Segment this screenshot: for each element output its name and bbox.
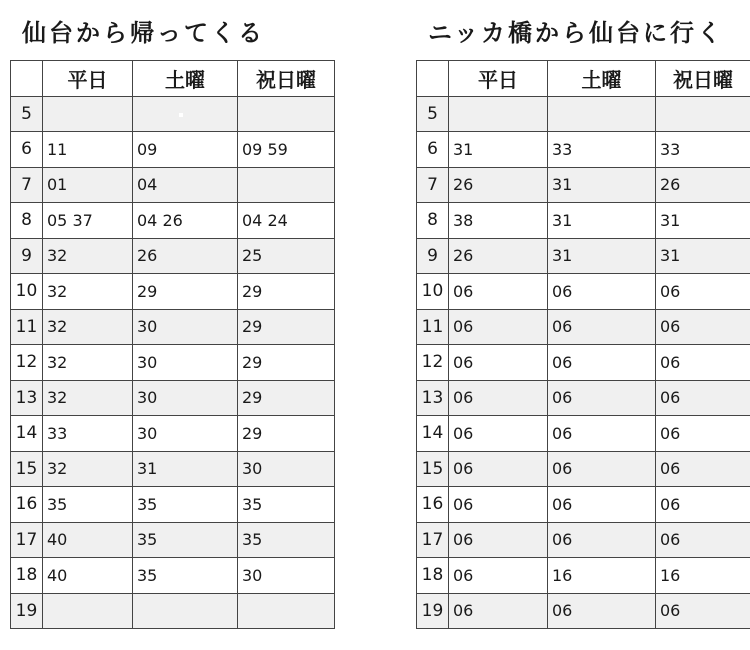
table-row — [11, 274, 335, 310]
hour-cell: 18 — [417, 558, 449, 594]
saturday-cell — [133, 96, 238, 132]
holiday-cell: 06 — [656, 487, 750, 523]
timetable-body — [417, 96, 750, 629]
hour-cell: 13 — [11, 380, 43, 416]
saturday-cell: 29 — [133, 274, 238, 310]
weekday-cell: 40 — [43, 558, 133, 594]
holiday-cell: 25 — [238, 238, 335, 274]
holiday-cell: 06 — [656, 345, 750, 381]
table-row — [417, 558, 750, 594]
weekday-cell: 06 — [449, 487, 548, 523]
holiday-cell: 06 — [656, 416, 750, 452]
saturday-cell: 31 — [133, 451, 238, 487]
weekday-cell: 01 — [43, 167, 133, 203]
weekday-cell: 26 — [449, 238, 548, 274]
table-row — [11, 132, 335, 168]
hour-cell: 9 — [417, 238, 449, 274]
table-row — [11, 345, 335, 381]
table-row — [11, 416, 335, 452]
speck-mark — [179, 113, 183, 117]
saturday-cell: 35 — [133, 522, 238, 558]
table-row — [417, 132, 750, 168]
holiday-cell: 16 — [656, 558, 750, 594]
saturday-cell: 31 — [548, 167, 656, 203]
saturday-cell: 04 26 — [133, 203, 238, 239]
holiday-column-header: 祝日曜 — [656, 61, 750, 97]
table-row — [417, 274, 750, 310]
header-row — [417, 61, 750, 97]
table-row — [11, 167, 335, 203]
holiday-cell — [238, 593, 335, 629]
weekday-cell: 33 — [43, 416, 133, 452]
saturday-cell: 06 — [548, 416, 656, 452]
saturday-cell: 26 — [133, 238, 238, 274]
saturday-cell: 06 — [548, 309, 656, 345]
hour-cell: 15 — [417, 451, 449, 487]
weekday-cell: 38 — [449, 203, 548, 239]
table-title: 仙台から帰ってくる — [22, 19, 265, 47]
weekday-cell: 06 — [449, 558, 548, 594]
holiday-cell: 06 — [656, 309, 750, 345]
hour-cell: 7 — [11, 167, 43, 203]
holiday-cell: 29 — [238, 345, 335, 381]
table-row — [417, 451, 750, 487]
weekday-cell — [43, 96, 133, 132]
holiday-cell — [238, 96, 335, 132]
holiday-cell: 06 — [656, 451, 750, 487]
hour-cell: 15 — [11, 451, 43, 487]
saturday-cell: 04 — [133, 167, 238, 203]
timetable — [10, 60, 335, 629]
saturday-cell: 16 — [548, 558, 656, 594]
saturday-cell: 30 — [133, 345, 238, 381]
table-row — [11, 487, 335, 523]
table-row — [11, 96, 335, 132]
table-row — [417, 96, 750, 132]
table-row — [417, 380, 750, 416]
saturday-cell: 31 — [548, 238, 656, 274]
table-row — [11, 593, 335, 629]
hour-cell: 5 — [11, 96, 43, 132]
saturday-cell: 06 — [548, 487, 656, 523]
timetable-body — [11, 96, 335, 629]
hour-cell: 16 — [11, 487, 43, 523]
saturday-cell: 09 — [133, 132, 238, 168]
table-row — [417, 487, 750, 523]
holiday-cell — [238, 167, 335, 203]
hour-cell: 11 — [11, 309, 43, 345]
hour-cell: 14 — [417, 416, 449, 452]
weekday-cell: 32 — [43, 274, 133, 310]
hour-cell: 6 — [11, 132, 43, 168]
holiday-cell: 29 — [238, 380, 335, 416]
saturday-cell: 35 — [133, 558, 238, 594]
holiday-cell: 29 — [238, 274, 335, 310]
hour-cell: 12 — [417, 345, 449, 381]
holiday-cell: 30 — [238, 451, 335, 487]
weekday-cell: 06 — [449, 309, 548, 345]
holiday-cell: 33 — [656, 132, 750, 168]
saturday-cell: 33 — [548, 132, 656, 168]
hour-cell: 7 — [417, 167, 449, 203]
saturday-column-header: 土曜 — [548, 61, 656, 97]
saturday-cell: 06 — [548, 380, 656, 416]
hour-column-header — [11, 61, 43, 97]
weekday-cell — [43, 593, 133, 629]
holiday-cell: 29 — [238, 309, 335, 345]
saturday-cell: 35 — [133, 487, 238, 523]
weekday-cell: 06 — [449, 451, 548, 487]
weekday-cell: 26 — [449, 167, 548, 203]
hour-cell: 9 — [11, 238, 43, 274]
holiday-cell: 09 59 — [238, 132, 335, 168]
hour-cell: 13 — [417, 380, 449, 416]
holiday-cell: 06 — [656, 274, 750, 310]
holiday-cell: 31 — [656, 203, 750, 239]
table-row — [417, 345, 750, 381]
table-row — [11, 558, 335, 594]
saturday-cell: 06 — [548, 522, 656, 558]
table-row — [417, 593, 750, 629]
holiday-cell: 31 — [656, 238, 750, 274]
saturday-cell — [133, 593, 238, 629]
saturday-cell: 31 — [548, 203, 656, 239]
weekday-cell: 32 — [43, 380, 133, 416]
hour-cell: 11 — [417, 309, 449, 345]
saturday-cell: 06 — [548, 451, 656, 487]
weekday-column-header: 平日 — [449, 61, 548, 97]
weekday-cell: 40 — [43, 522, 133, 558]
weekday-column-header: 平日 — [43, 61, 133, 97]
hour-cell: 17 — [417, 522, 449, 558]
holiday-cell: 35 — [238, 522, 335, 558]
holiday-cell: 30 — [238, 558, 335, 594]
table-row — [11, 380, 335, 416]
holiday-cell: 26 — [656, 167, 750, 203]
weekday-cell: 06 — [449, 522, 548, 558]
hour-cell: 16 — [417, 487, 449, 523]
weekday-cell: 06 — [449, 274, 548, 310]
holiday-cell: 04 24 — [238, 203, 335, 239]
holiday-column-header: 祝日曜 — [238, 61, 335, 97]
saturday-cell: 06 — [548, 345, 656, 381]
saturday-cell: 30 — [133, 380, 238, 416]
weekday-cell: 11 — [43, 132, 133, 168]
saturday-cell: 30 — [133, 309, 238, 345]
hour-cell: 18 — [11, 558, 43, 594]
saturday-column-header: 土曜 — [133, 61, 238, 97]
weekday-cell: 06 — [449, 416, 548, 452]
weekday-cell — [449, 96, 548, 132]
timetable — [416, 60, 750, 629]
table-title: ニッカ橋から仙台に行く — [428, 19, 725, 47]
table-row — [417, 203, 750, 239]
hour-cell: 19 — [11, 593, 43, 629]
saturday-cell: 06 — [548, 274, 656, 310]
weekday-cell: 06 — [449, 593, 548, 629]
holiday-cell: 06 — [656, 522, 750, 558]
saturday-cell: 30 — [133, 416, 238, 452]
table-row — [417, 416, 750, 452]
hour-cell: 14 — [11, 416, 43, 452]
holiday-cell: 29 — [238, 416, 335, 452]
weekday-cell: 35 — [43, 487, 133, 523]
table-row — [11, 522, 335, 558]
hour-cell: 17 — [11, 522, 43, 558]
table-row — [417, 522, 750, 558]
saturday-cell — [548, 96, 656, 132]
table-row — [11, 451, 335, 487]
weekday-cell: 05 37 — [43, 203, 133, 239]
hour-cell: 10 — [417, 274, 449, 310]
table-row — [417, 167, 750, 203]
hour-cell: 5 — [417, 96, 449, 132]
timetable-panel-to-sendai — [416, 0, 750, 629]
weekday-cell: 06 — [449, 345, 548, 381]
weekday-cell: 32 — [43, 451, 133, 487]
holiday-cell — [656, 96, 750, 132]
hour-cell: 8 — [11, 203, 43, 239]
table-row — [11, 238, 335, 274]
weekday-cell: 06 — [449, 380, 548, 416]
table-row — [11, 309, 335, 345]
holiday-cell: 35 — [238, 487, 335, 523]
header-row — [11, 61, 335, 97]
table-row — [417, 238, 750, 274]
timetable-panel-from-sendai — [10, 0, 334, 629]
hour-cell: 10 — [11, 274, 43, 310]
weekday-cell: 31 — [449, 132, 548, 168]
weekday-cell: 32 — [43, 309, 133, 345]
hour-column-header — [417, 61, 449, 97]
table-row — [417, 309, 750, 345]
saturday-cell: 06 — [548, 593, 656, 629]
weekday-cell: 32 — [43, 238, 133, 274]
hour-cell: 19 — [417, 593, 449, 629]
table-row — [11, 203, 335, 239]
hour-cell: 6 — [417, 132, 449, 168]
hour-cell: 12 — [11, 345, 43, 381]
holiday-cell: 06 — [656, 380, 750, 416]
holiday-cell: 06 — [656, 593, 750, 629]
weekday-cell: 32 — [43, 345, 133, 381]
hour-cell: 8 — [417, 203, 449, 239]
